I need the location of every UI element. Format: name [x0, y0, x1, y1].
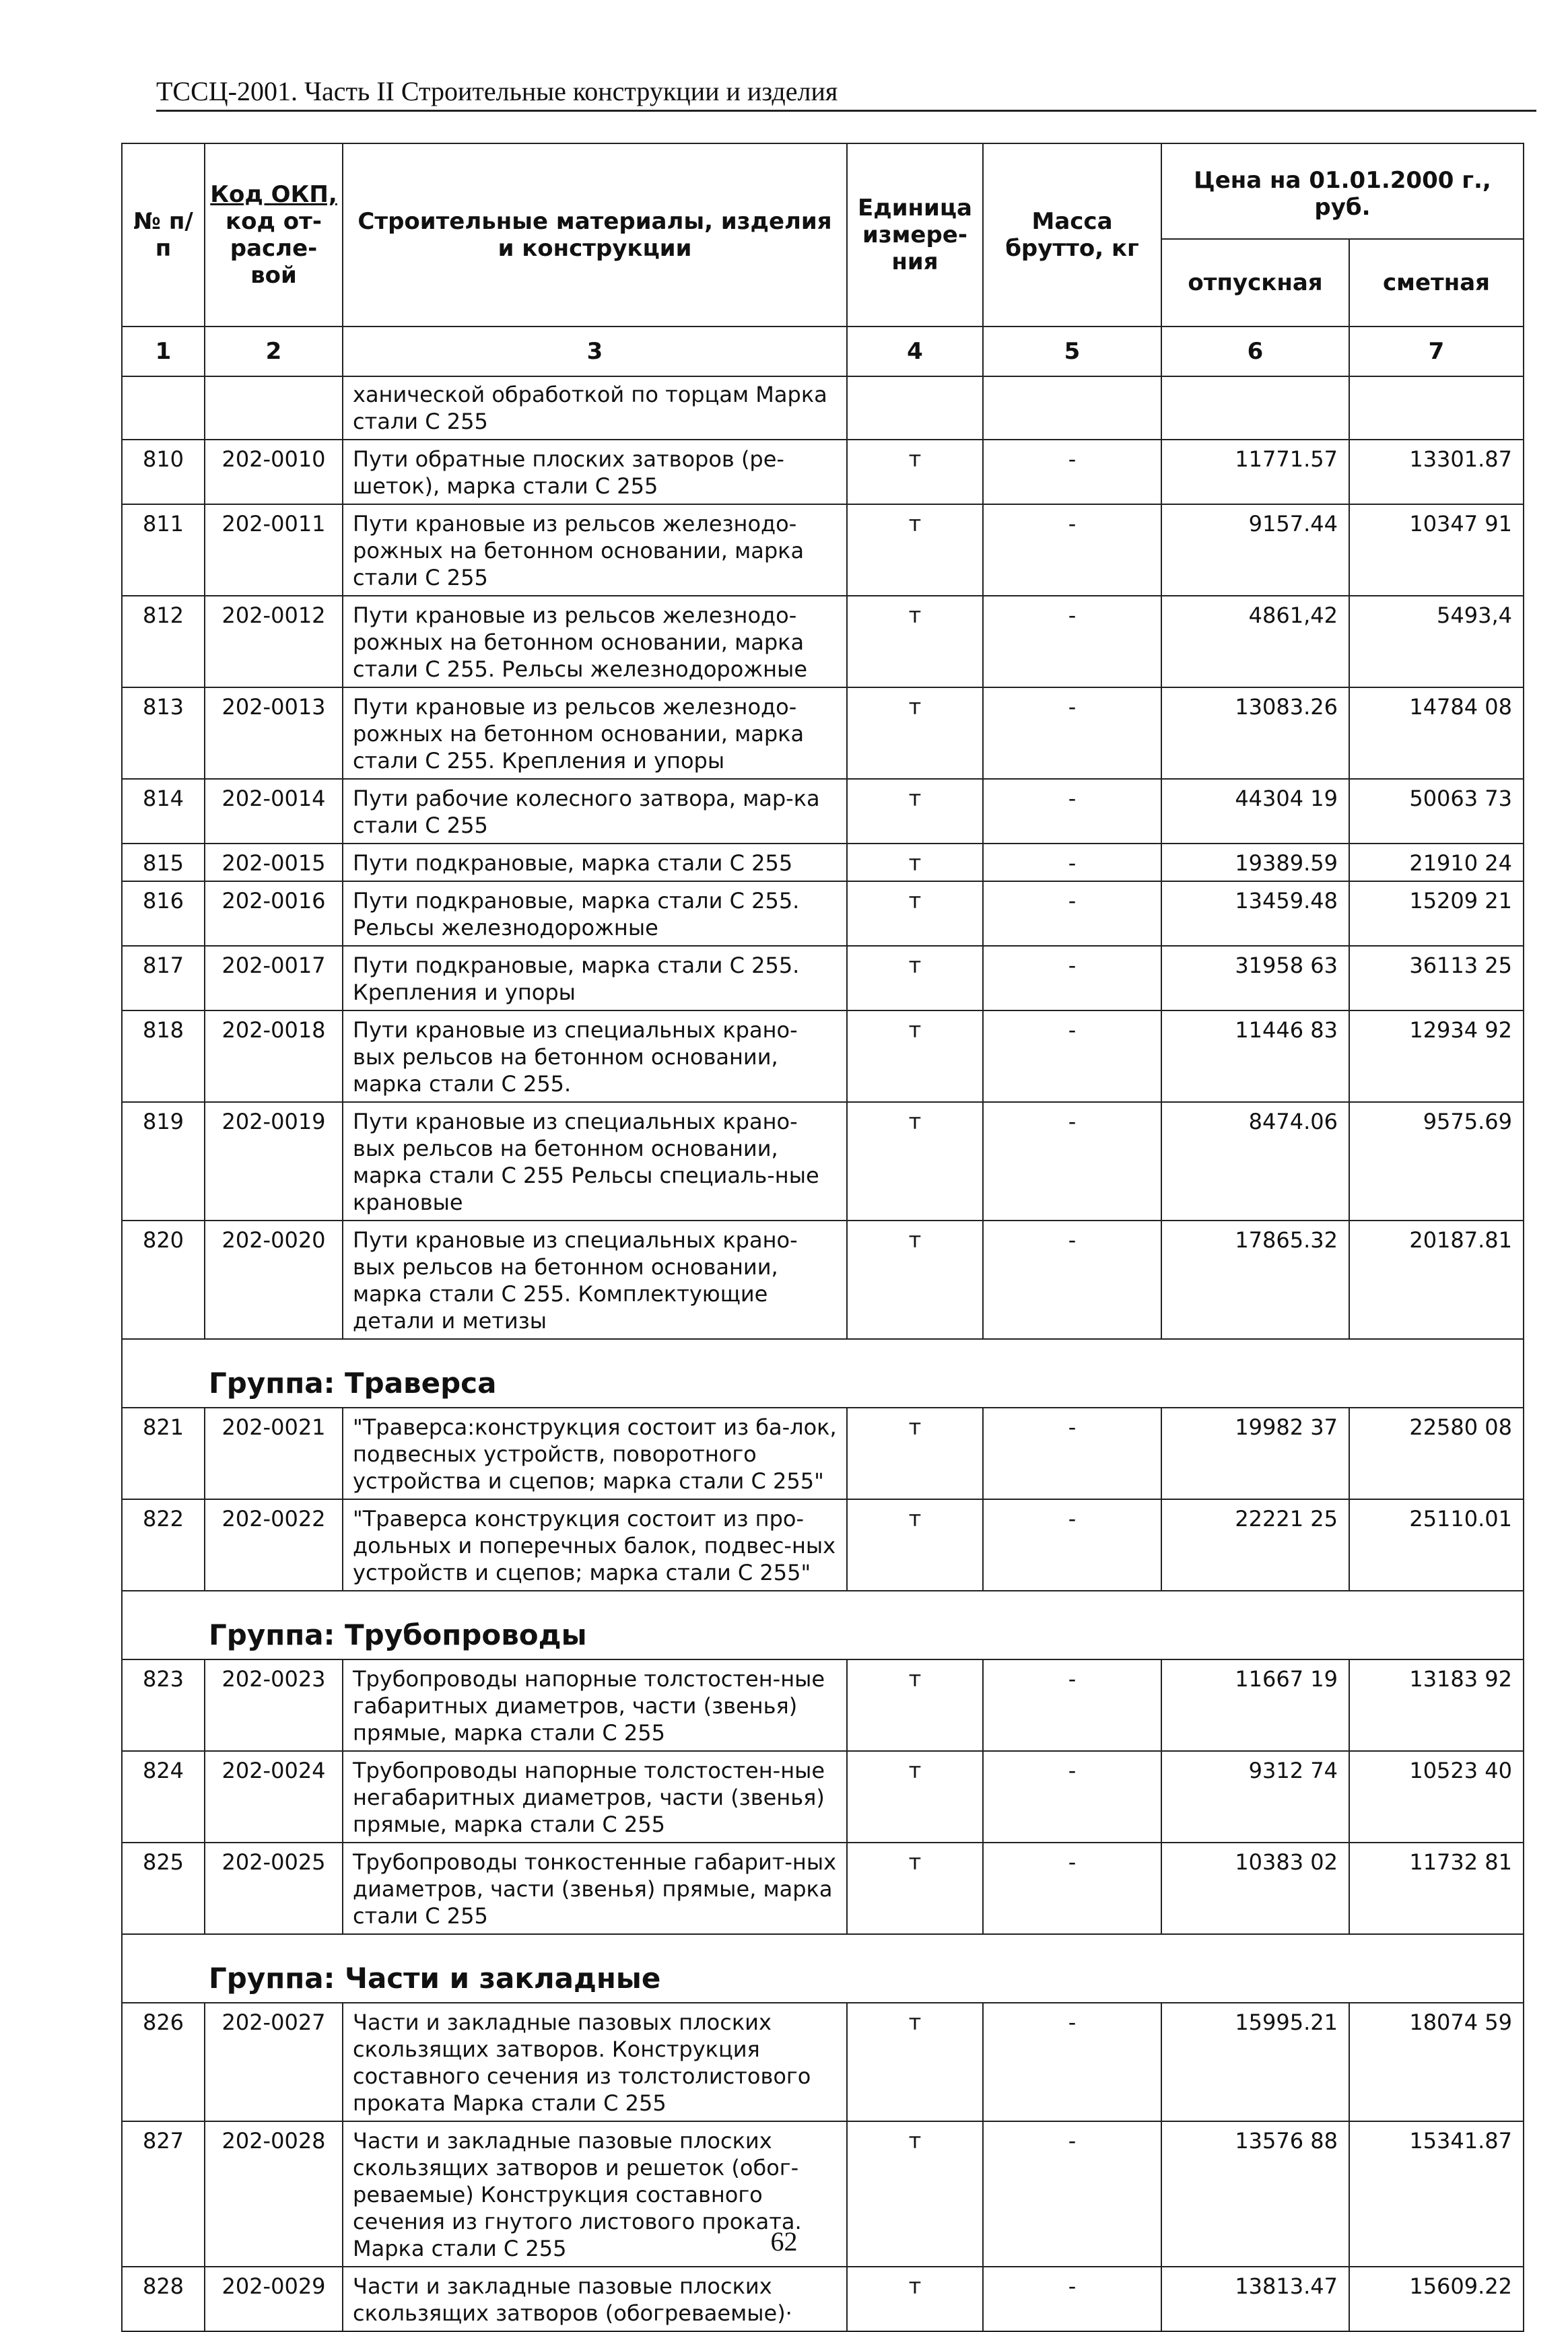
row-price-release: 31958 63 — [1161, 946, 1349, 1010]
row-unit: т — [847, 1843, 983, 1934]
row-number: 818 — [122, 1010, 205, 1102]
row-code: 202-0011 — [205, 504, 343, 596]
table-row — [122, 440, 1524, 504]
row-number: 813 — [122, 687, 205, 779]
row-price-release: 11667 19 — [1161, 1659, 1349, 1751]
row-unit: т — [847, 687, 983, 779]
row-code: 202-0010 — [205, 440, 343, 504]
row-mass: - — [983, 779, 1161, 844]
row-code: 202-0028 — [205, 2121, 343, 2267]
row-mass: - — [983, 1499, 1161, 1591]
page-number: 62 — [770, 2226, 798, 2257]
header-code-sub: код от-расле-вой — [226, 208, 322, 289]
header-mass: Масса брутто, кг — [983, 143, 1161, 327]
row-price-estimate: 13301.87 — [1349, 440, 1524, 504]
column-number: 7 — [1349, 327, 1524, 376]
row-price-estimate: 12934 92 — [1349, 1010, 1524, 1102]
row-unit: т — [847, 1408, 983, 1499]
header-code — [205, 143, 343, 327]
row-code: 202-0016 — [205, 881, 343, 946]
row-price-estimate: 13183 92 — [1349, 1659, 1524, 1751]
row-mass: - — [983, 881, 1161, 946]
row-price-estimate: 22580 08 — [1349, 1408, 1524, 1499]
row-number: 821 — [122, 1408, 205, 1499]
row-mass: - — [983, 596, 1161, 687]
row-code: 202-0020 — [205, 1221, 343, 1339]
row-code: 202-0021 — [205, 1408, 343, 1499]
row-price-release: 9312 74 — [1161, 1751, 1349, 1843]
continuation-description: ханической обработкой по торцам Марка стали С 255 — [343, 376, 847, 440]
row-description: Трубопроводы напорные толстостен-ные габаритных диаметров, части (звенья) прямые, марка стали С 255 — [343, 1659, 847, 1751]
row-description: Пути обратные плоских затворов (ре-шеток), марка стали С 255 — [343, 440, 847, 504]
row-mass: - — [983, 946, 1161, 1010]
row-number: 814 — [122, 779, 205, 844]
row-unit: т — [847, 1751, 983, 1843]
row-description: Пути крановые из специальных крано-вых рельсов на бетонном основании, марка стали С 255 Рельсы специаль-ные крановые — [343, 1102, 847, 1221]
row-unit: т — [847, 1221, 983, 1339]
row-price-estimate: 14784 08 — [1349, 687, 1524, 779]
row-price-release: 13083.26 — [1161, 687, 1349, 779]
row-number: 815 — [122, 844, 205, 881]
row-number: 824 — [122, 1751, 205, 1843]
row-description: Пути крановые из специальных крано-вых рельсов на бетонном основании, марка стали С 255. Комплектующие детали и метизы — [343, 1221, 847, 1339]
row-price-release: 44304 19 — [1161, 779, 1349, 844]
row-code: 202-0012 — [205, 596, 343, 687]
group-label: Группа: Трубопроводы — [209, 1618, 587, 1651]
row-unit: т — [847, 504, 983, 596]
row-mass: - — [983, 1221, 1161, 1339]
header-code-title: Код ОКП, — [210, 181, 337, 208]
header-unit: Единица измере-ния — [847, 143, 983, 327]
row-mass: - — [983, 1843, 1161, 1934]
row-code: 202-0022 — [205, 1499, 343, 1591]
row-number: 820 — [122, 1221, 205, 1339]
row-code: 202-0025 — [205, 1843, 343, 1934]
running-header: ТССЦ-2001. Часть II Строительные конструкции и изделия — [156, 75, 1536, 112]
header-price-estimate: сметная — [1349, 239, 1524, 327]
row-price-estimate: 9575.69 — [1349, 1102, 1524, 1221]
row-number: 828 — [122, 2267, 205, 2331]
header-material: Строительные материалы, изделия и конструкции — [343, 143, 847, 327]
row-price-release: 4861,42 — [1161, 596, 1349, 687]
price-table — [121, 143, 1524, 2332]
row-description: Части и закладные пазовые плоских скользящих затворов и решеток (обог-реваемые) Конструкция составного сечения из гнутого листового проката. Марка стали С 255 — [343, 2121, 847, 2267]
row-mass: - — [983, 440, 1161, 504]
table-row — [122, 881, 1524, 946]
row-number: 822 — [122, 1499, 205, 1591]
column-number: 6 — [1161, 327, 1349, 376]
table-row — [122, 2003, 1524, 2121]
row-description: Пути крановые из специальных крано-вых рельсов на бетонном основании, марка стали С 255. — [343, 1010, 847, 1102]
row-price-release: 22221 25 — [1161, 1499, 1349, 1591]
row-description: Пути подкрановые, марка стали С 255. Рельсы железнодорожные — [343, 881, 847, 946]
row-number: 817 — [122, 946, 205, 1010]
row-mass: - — [983, 1010, 1161, 1102]
row-description: Пути подкрановые, марка стали С 255. Крепления и упоры — [343, 946, 847, 1010]
row-unit: т — [847, 596, 983, 687]
row-price-release: 13459.48 — [1161, 881, 1349, 946]
row-price-estimate: 25110.01 — [1349, 1499, 1524, 1591]
header-no: № п/п — [122, 143, 205, 327]
group-header-row — [122, 1934, 1524, 2003]
group-label: Группа: Траверса — [209, 1367, 497, 1400]
column-number: 1 — [122, 327, 205, 376]
row-unit: т — [847, 1659, 983, 1751]
row-price-release: 19389.59 — [1161, 844, 1349, 881]
row-unit: т — [847, 1010, 983, 1102]
row-price-estimate: 36113 25 — [1349, 946, 1524, 1010]
row-mass: - — [983, 2121, 1161, 2267]
group-label: Группа: Части и закладные — [209, 1962, 661, 1995]
row-number: 819 — [122, 1102, 205, 1221]
column-number: 2 — [205, 327, 343, 376]
row-number: 810 — [122, 440, 205, 504]
row-price-release: 11771.57 — [1161, 440, 1349, 504]
table-row — [122, 1659, 1524, 1751]
row-code: 202-0017 — [205, 946, 343, 1010]
table-row — [122, 504, 1524, 596]
row-number: 825 — [122, 1843, 205, 1934]
row-price-release: 15995.21 — [1161, 2003, 1349, 2121]
row-description: Пути крановые из рельсов железнодо-рожных на бетонном основании, марка стали С 255. Рельсы железнодорожные — [343, 596, 847, 687]
row-price-release: 10383 02 — [1161, 1843, 1349, 1934]
row-code: 202-0014 — [205, 779, 343, 844]
column-number: 5 — [983, 327, 1161, 376]
row-description: Пути крановые из рельсов железнодо-рожных на бетонном основании, марка стали С 255. Крепления и упоры — [343, 687, 847, 779]
table-row — [122, 1221, 1524, 1339]
row-mass: - — [983, 2003, 1161, 2121]
row-price-release: 11446 83 — [1161, 1010, 1349, 1102]
table-row — [122, 946, 1524, 1010]
row-price-estimate: 21910 24 — [1349, 844, 1524, 881]
row-number: 826 — [122, 2003, 205, 2121]
row-number: 823 — [122, 1659, 205, 1751]
column-number: 3 — [343, 327, 847, 376]
row-number: 812 — [122, 596, 205, 687]
row-code: 202-0013 — [205, 687, 343, 779]
row-unit: т — [847, 2267, 983, 2331]
table-body — [122, 376, 1524, 2331]
row-price-release: 8474.06 — [1161, 1102, 1349, 1221]
table-row — [122, 2267, 1524, 2331]
group-header-row — [122, 1591, 1524, 1659]
row-unit: т — [847, 844, 983, 881]
table-row — [122, 596, 1524, 687]
row-price-estimate: 20187.81 — [1349, 1221, 1524, 1339]
table-row — [122, 1751, 1524, 1843]
row-code: 202-0015 — [205, 844, 343, 881]
row-price-release: 9157.44 — [1161, 504, 1349, 596]
row-price-estimate: 15609.22 — [1349, 2267, 1524, 2331]
table-row — [122, 844, 1524, 881]
row-description: "Траверса конструкция состоит из про-дольных и поперечных балок, подвес-ных устройств и сцепов; марка стали С 255" — [343, 1499, 847, 1591]
row-price-estimate: 15341.87 — [1349, 2121, 1524, 2267]
row-code: 202-0023 — [205, 1659, 343, 1751]
row-code: 202-0018 — [205, 1010, 343, 1102]
table-row — [122, 1102, 1524, 1221]
row-description: Пути подкрановые, марка стали С 255 — [343, 844, 847, 881]
continuation-row — [122, 376, 1524, 440]
row-code: 202-0024 — [205, 1751, 343, 1843]
row-description: Пути рабочие колесного затвора, мар-ка стали С 255 — [343, 779, 847, 844]
row-description: Части и закладные пазовые плоских скользящих затворов (обогреваемые)· — [343, 2267, 847, 2331]
row-mass: - — [983, 504, 1161, 596]
row-number: 827 — [122, 2121, 205, 2267]
row-mass: - — [983, 1751, 1161, 1843]
row-price-release: 17865.32 — [1161, 1221, 1349, 1339]
row-price-estimate: 11732 81 — [1349, 1843, 1524, 1934]
table-row — [122, 1499, 1524, 1591]
row-description: Части и закладные пазовых плоских скользящих затворов. Конструкция составного сечения из толстолистового проката Марка стали С 255 — [343, 2003, 847, 2121]
row-price-estimate: 10347 91 — [1349, 504, 1524, 596]
row-description: Трубопроводы напорные толстостен-ные негабаритных диаметров, части (звенья) прямые, марка стали С 255 — [343, 1751, 847, 1843]
row-unit: т — [847, 881, 983, 946]
row-price-release: 13813.47 — [1161, 2267, 1349, 2331]
row-price-release: 13576 88 — [1161, 2121, 1349, 2267]
row-unit: т — [847, 1499, 983, 1591]
row-price-estimate: 18074 59 — [1349, 2003, 1524, 2121]
row-code: 202-0029 — [205, 2267, 343, 2331]
row-number: 811 — [122, 504, 205, 596]
row-mass: - — [983, 687, 1161, 779]
row-mass: - — [983, 1102, 1161, 1221]
row-price-estimate: 5493,4 — [1349, 596, 1524, 687]
column-number: 4 — [847, 327, 983, 376]
row-price-release: 19982 37 — [1161, 1408, 1349, 1499]
row-mass: - — [983, 2267, 1161, 2331]
row-unit: т — [847, 779, 983, 844]
row-price-estimate: 50063 73 — [1349, 779, 1524, 844]
row-code: 202-0027 — [205, 2003, 343, 2121]
table-row — [122, 687, 1524, 779]
row-unit: т — [847, 2003, 983, 2121]
row-unit: т — [847, 440, 983, 504]
row-unit: т — [847, 946, 983, 1010]
row-description: Трубопроводы тонкостенные габарит-ных диаметров, части (звенья) прямые, марка стали С 255 — [343, 1843, 847, 1934]
row-price-estimate: 10523 40 — [1349, 1751, 1524, 1843]
row-description: "Траверса:конструкция состоит из ба-лок, подвесных устройств, поворотного устройства и сцепов; марка стали С 255" — [343, 1408, 847, 1499]
row-mass: - — [983, 1408, 1161, 1499]
row-unit: т — [847, 1102, 983, 1221]
row-code: 202-0019 — [205, 1102, 343, 1221]
row-description: Пути крановые из рельсов железнодо-рожных на бетонном основании, марка стали С 255 — [343, 504, 847, 596]
group-header-row — [122, 1339, 1524, 1408]
header-price-group: Цена на 01.01.2000 г., руб. — [1161, 143, 1524, 239]
table-header — [122, 143, 1524, 376]
row-number: 816 — [122, 881, 205, 946]
header-price-release: отпускная — [1161, 239, 1349, 327]
table-row — [122, 1010, 1524, 1102]
row-price-estimate: 15209 21 — [1349, 881, 1524, 946]
row-mass: - — [983, 844, 1161, 881]
table-row — [122, 1408, 1524, 1499]
table-row — [122, 1843, 1524, 1934]
row-unit: т — [847, 2121, 983, 2267]
column-number-row — [122, 327, 1524, 376]
table-row — [122, 779, 1524, 844]
row-mass: - — [983, 1659, 1161, 1751]
